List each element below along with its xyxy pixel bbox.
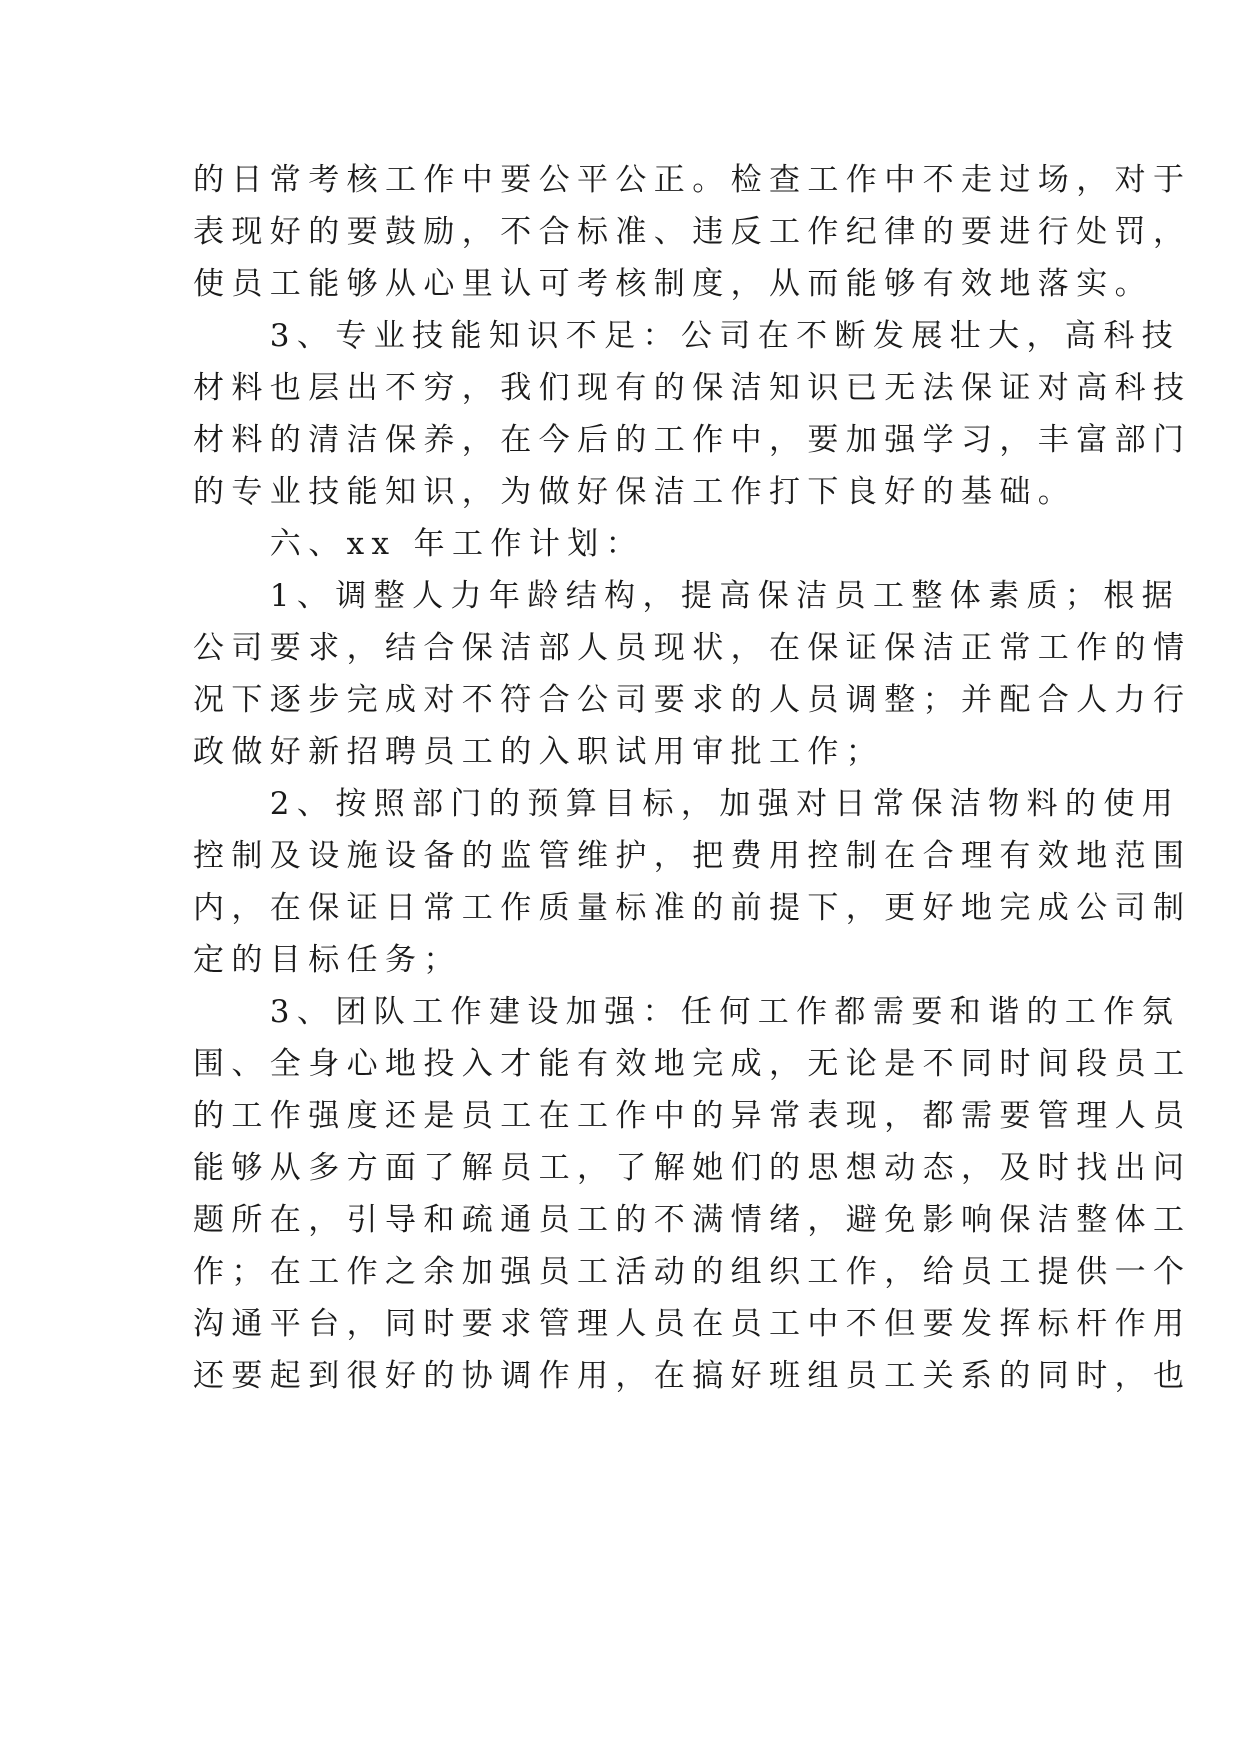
text-line: 的日常考核工作中要公平公正。检查工作中不走过场，对于 xyxy=(193,162,1192,198)
text-line: 作；在工作之余加强员工活动的组织工作，给员工提供一个 xyxy=(193,1254,1192,1290)
text-line: 六、xx 年工作计划： xyxy=(193,526,645,562)
text-line: 2、按照部门的预算目标，加强对日常保洁物料的使用 xyxy=(193,786,1181,822)
text-line: 况下逐步完成对不符合公司要求的人员调整；并配合人力行 xyxy=(193,682,1192,718)
text-line: 还要起到很好的协调作用，在搞好班组员工关系的同时，也 xyxy=(193,1358,1192,1394)
text-line: 表现好的要鼓励，不合标准、违反工作纪律的要进行处罚， xyxy=(193,214,1192,250)
text-line: 题所在，引导和疏通员工的不满情绪，避免影响保洁整体工 xyxy=(193,1202,1192,1238)
text-line: 材料也层出不穷，我们现有的保洁知识已无法保证对高科技 xyxy=(193,370,1192,406)
text-line: 1、调整人力年龄结构，提高保洁员工整体素质；根据 xyxy=(193,578,1181,614)
text-line: 3、团队工作建设加强：任何工作都需要和谐的工作氛 xyxy=(193,994,1181,1030)
text-line: 3、专业技能知识不足：公司在不断发展壮大，高科技 xyxy=(193,318,1181,354)
text-line: 沟通平台，同时要求管理人员在员工中不但要发挥标杆作用 xyxy=(193,1306,1192,1342)
text-line: 的专业技能知识，为做好保洁工作打下良好的基础。 xyxy=(193,474,1077,510)
text-line: 定的目标任务； xyxy=(193,942,462,978)
text-line: 围、全身心地投入才能有效地完成，无论是不同时间段员工 xyxy=(193,1046,1192,1082)
text-line: 内，在保证日常工作质量标准的前提下，更好地完成公司制 xyxy=(193,890,1192,926)
text-line: 政做好新招聘员工的入职试用审批工作； xyxy=(193,734,885,770)
text-line: 的工作强度还是员工在工作中的异常表现，都需要管理人员 xyxy=(193,1098,1192,1134)
text-line: 材料的清洁保养，在今后的工作中，要加强学习，丰富部门 xyxy=(193,422,1192,458)
text-line: 控制及设施设备的监管维护，把费用控制在合理有效地范围 xyxy=(193,838,1192,874)
text-line: 公司要求，结合保洁部人员现状，在保证保洁正常工作的情 xyxy=(193,630,1192,666)
text-line: 能够从多方面了解员工，了解她们的思想动态，及时找出问 xyxy=(193,1150,1192,1186)
text-line: 使员工能够从心里认可考核制度，从而能够有效地落实。 xyxy=(193,266,1153,302)
